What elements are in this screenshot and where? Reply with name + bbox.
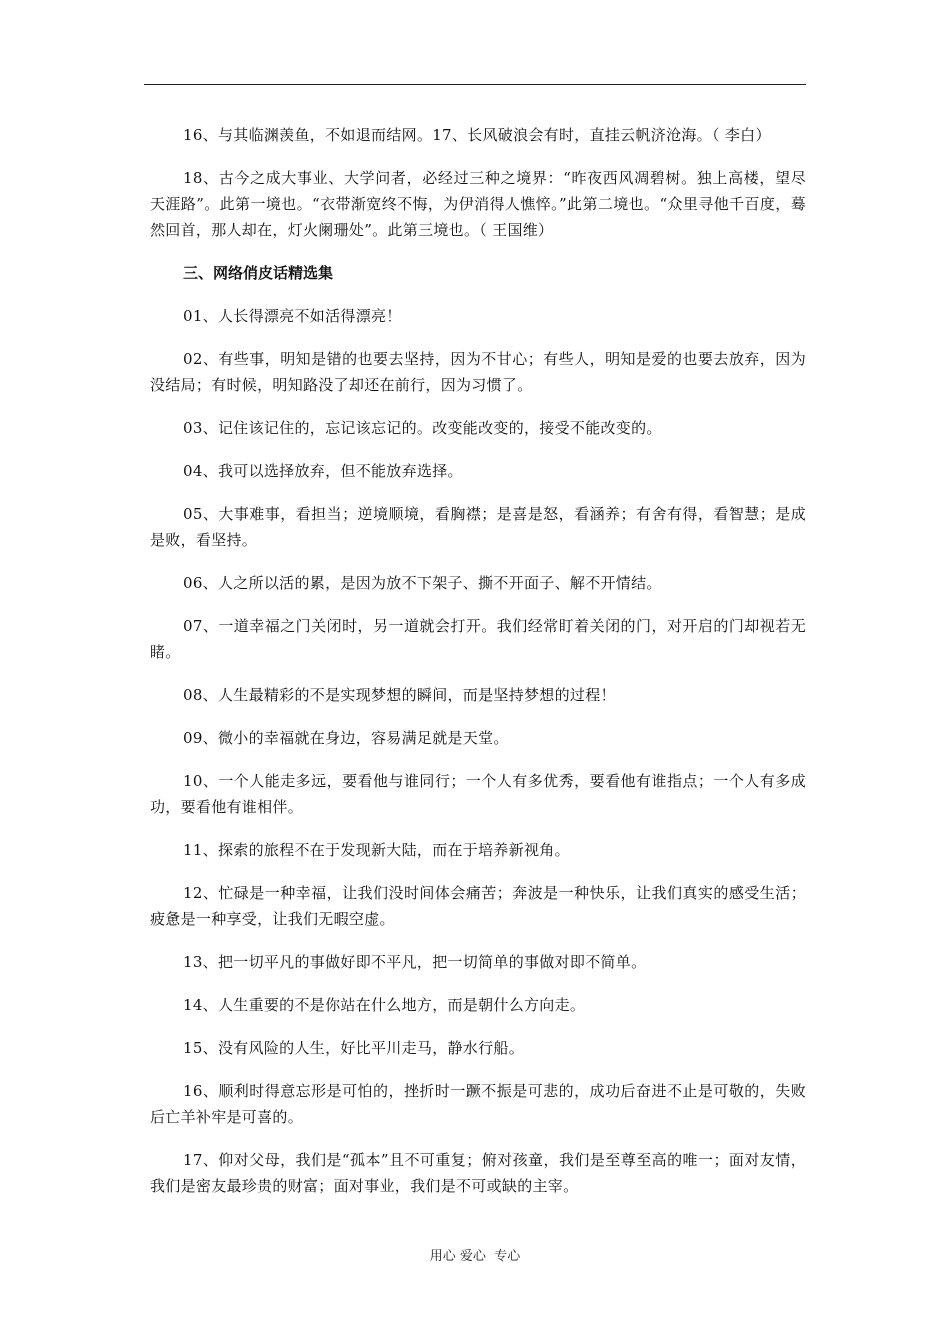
list-item: 04、我可以选择放弃，但不能放弃选择。 [183, 462, 463, 480]
list-item: 15、没有风险的人生，好比平川走马，静水行船。 [183, 1039, 524, 1057]
list-item: 06、人之所以活的累，是因为放不下架子、撕不开面子、解不开情结。 [183, 574, 662, 592]
quote-paragraph: 16、与其临渊羡鱼，不如退而结网。17、长风破浪会有时，直挂云帆济沧海。（ 李白） [183, 126, 771, 144]
list-item: 17、仰对父母，我们是“孤本”且不可重复；俯对孩童，我们是至尊至高的唯一；面对友情，我们是密友最珍贵的财富；面对事业，我们是不可或缺的主宰。 [150, 1151, 806, 1195]
list-item: 14、人生重要的不是你站在什么地方，而是朝什么方向走。 [183, 996, 586, 1014]
page-footer: 用心 爱心 专心 [429, 1249, 521, 1264]
quote-paragraph: 18、古今之成大事业、大学问者，必经过三种之境界：“昨夜西风凋碧树。独上高楼，望尽天涯路”。此第一境也。“衣带渐宽终不悔，为伊消得人憔悴。”此第二境也。“众里寻他千百度，蓦然回首，那人却在，灯火阑珊处”。此第三境也。（ 王国维） [150, 169, 806, 239]
list-item: 16、顺利时得意忘形是可怕的，挫折时一蹶不振是可悲的，成功后奋进不止是可敬的，失败后亡羊补牢是可喜的。 [150, 1082, 806, 1126]
section-heading: 三、网络俏皮话精选集 [183, 264, 334, 282]
list-item: 03、记住该记住的，忘记该忘记的。改变能改变的，接受不能改变的。 [183, 419, 662, 437]
list-item: 08、人生最精彩的不是实现梦想的瞬间，而是坚持梦想的过程！ [183, 686, 616, 704]
list-item: 10、一个人能走多远，要看他与谁同行；一个人有多优秀，要看他有谁指点；一个人有多成功，要看他有谁相伴。 [150, 772, 806, 816]
list-item: 01、人长得漂亮不如活得漂亮！ [183, 307, 402, 325]
list-item: 09、微小的幸福就在身边，容易满足就是天堂。 [183, 729, 509, 747]
header-rule [144, 84, 806, 85]
document-body [150, 122, 806, 1216]
list-item: 12、忙碌是一种幸福，让我们没时间体会痛苦；奔波是一种快乐，让我们真实的感受生活；疲惫是一种享受，让我们无暇空虚。 [150, 884, 806, 928]
list-item: 02、有些事，明知是错的也要去坚持，因为不甘心；有些人，明知是爱的也要去放弃，因为没结局；有时候，明知路没了却还在前行，因为习惯了。 [150, 350, 806, 394]
list-item: 13、把一切平凡的事做好即不平凡，把一切简单的事做对即不简单。 [183, 953, 647, 971]
list-item: 07、一道幸福之门关闭时，另一道就会打开。我们经常盯着关闭的门，对开启的门却视若无睹。 [150, 617, 806, 661]
list-item: 05、大事难事，看担当；逆境顺境，看胸襟；是喜是怒，看涵养；有舍有得，看智慧；是成是败，看坚持。 [150, 505, 806, 549]
list-item: 11、探索的旅程不在于发现新大陆，而在于培养新视角。 [183, 841, 570, 859]
